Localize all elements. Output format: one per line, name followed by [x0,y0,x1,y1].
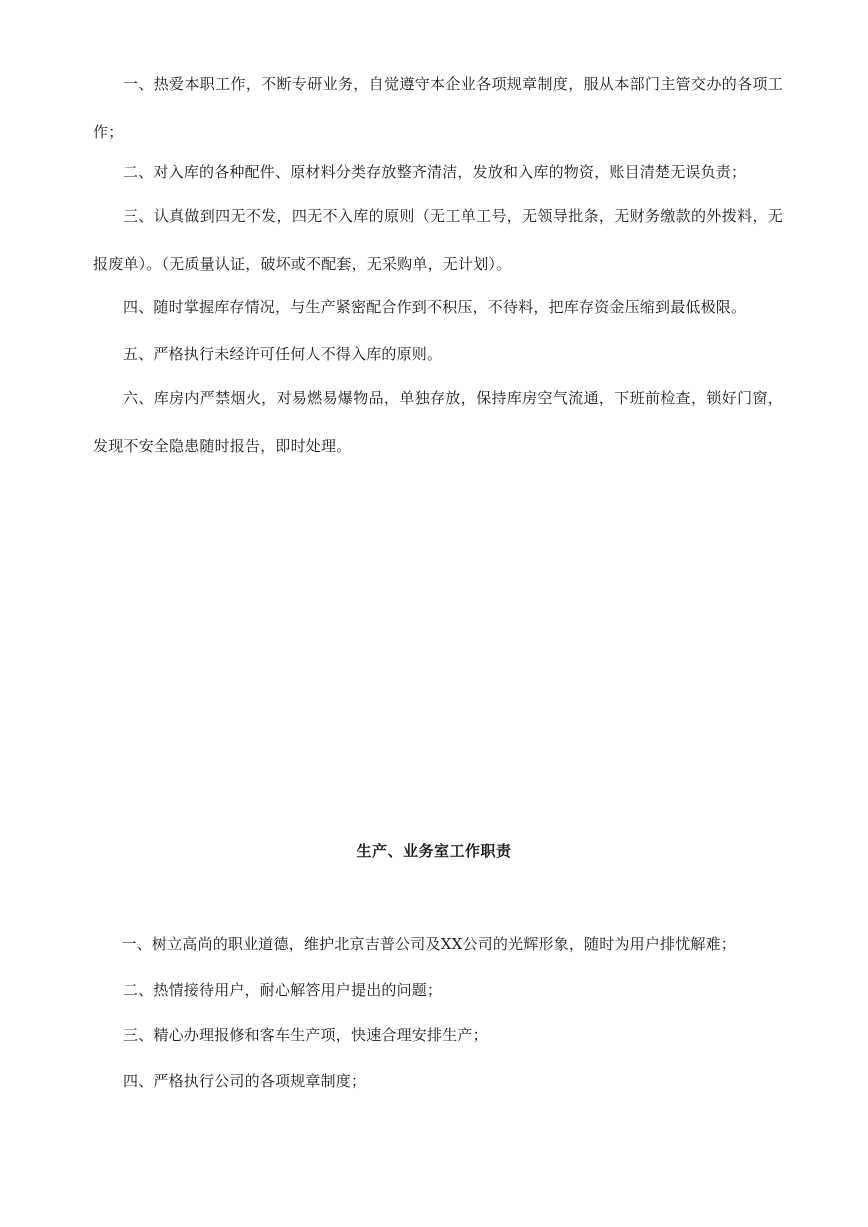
production-duty-item-1: 一、树立高尚的职业道德，维护北京吉普公司及XX公司的光辉形象，随时为用户排忧解难； [121,935,737,953]
production-duty-item-4: 四、严格执行公司的各项规章制度； [123,1072,367,1090]
warehouse-duty-item-3: 三、认真做到四无不发，四无不入库的原则（无工单工号，无领导批条，无财务缴款的外拨料，无报废单）。（无质量认证，破坏或不配套，无采购单，无计划）。 [93,207,783,273]
production-duty-item-2: 二、热情接待用户，耐心解答用户提出的问题； [123,981,443,999]
warehouse-duty-item-1: 一、热爱本职工作，不断专研业务，自觉遵守本企业各项规章制度，服从本部门主管交办的各项工作； [93,75,783,141]
production-duty-item-3: 三、精心办理报修和客车生产项，快速合理安排生产； [123,1026,488,1044]
warehouse-duty-item-5: 五、严格执行未经许可任何人不得入库的原则。 [123,345,443,363]
section-title: 生产、业务室工作职责 [356,842,512,860]
warehouse-duty-item-6: 六、库房内严禁烟火，对易燃易爆物品，单独存放，保持库房空气流通，下班前检查，锁好门窗，发现不安全隐患随时报告，即时处理。 [93,389,783,455]
warehouse-duty-item-2: 二、对入库的各种配件、原材料分类存放整齐清洁，发放和入库的物资，账目清楚无误负责； [123,163,747,181]
warehouse-duty-item-4: 四、随时掌握库存情况，与生产紧密配合作到不积压，不待料，把库存资金压缩到最低极限。 [123,298,747,316]
